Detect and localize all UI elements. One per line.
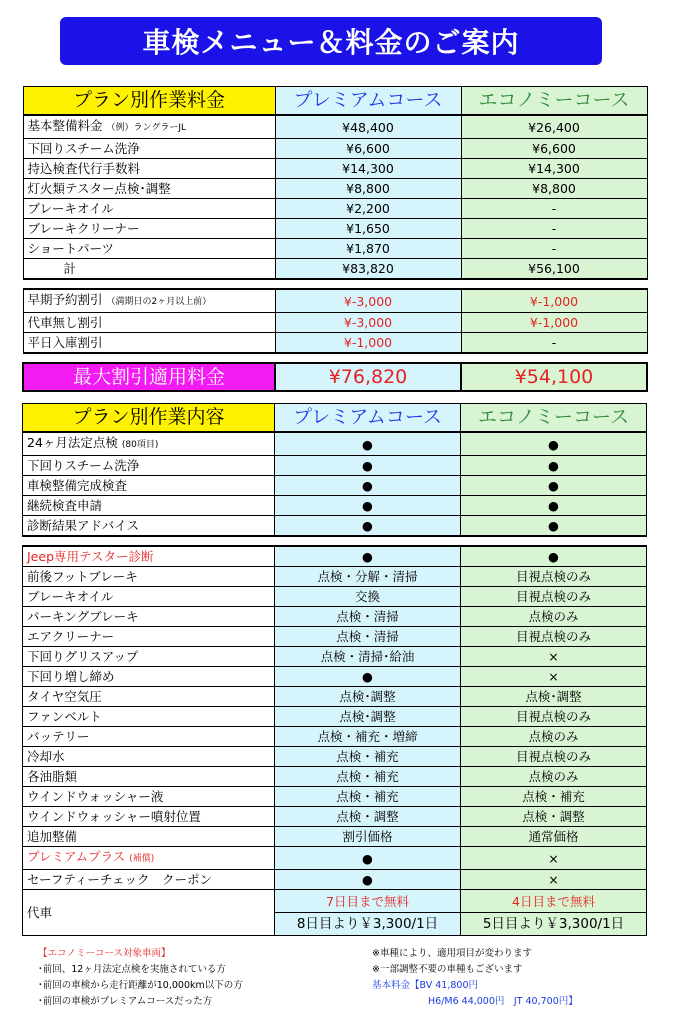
extra-row-economy: 点検･調整: [461, 687, 647, 707]
legal-row-premium: ●: [275, 432, 461, 456]
extra-row-premium: 点検・補充・増締: [275, 727, 461, 747]
fee-row-premium: ¥48,400: [275, 115, 461, 139]
fee-row-economy: ¥6,600: [461, 139, 647, 159]
fee-row-economy: ¥8,800: [461, 179, 647, 199]
legal-row-economy: ●: [461, 432, 647, 456]
discount-row-premium: ¥-3,000: [275, 289, 461, 313]
discount-row-economy: ¥-1,000: [461, 289, 647, 313]
extra-row-premium: 割引価格: [275, 827, 461, 847]
extra-row-premium: 点検・補充: [275, 767, 461, 787]
extra-row-label: 追加整備: [23, 827, 275, 847]
extra-row-label: ファンベルト: [23, 707, 275, 727]
remark-line: ※一部調整不要の車種もございます: [372, 964, 523, 975]
extra-row-economy: ×: [461, 667, 647, 687]
legal-row-note: (80項目): [121, 440, 159, 450]
extra-row-note: (補償): [129, 854, 155, 864]
fee-row-label: ショートパーツ: [23, 239, 275, 259]
extra-row-premium: 点検･調整: [275, 687, 461, 707]
work-table: [22, 403, 647, 936]
fee-row-label: 下回りスチーム洗浄: [23, 139, 275, 159]
extra-row-economy: ●: [461, 546, 647, 567]
eligibility-title: 【エコノミーコース対象車両】: [38, 948, 171, 959]
extra-row-economy: 目視点検のみ: [461, 587, 647, 607]
fee-row-label: 持込検査代行手数料: [23, 159, 275, 179]
eligibility-item: ･前回の車検がプレミアムコースだった方: [38, 996, 213, 1007]
fees-header-label: プラン別作業料金: [23, 87, 275, 116]
legal-row-label: 24ヶ月法定点検 (80項目): [23, 432, 275, 456]
extra-row-economy: ×: [461, 847, 647, 870]
eligibility-item: ･前回、12ヶ月法定点検を実施されている方: [38, 964, 226, 975]
fee-row-economy: ¥26,400: [461, 115, 647, 139]
fee-row-economy: -: [461, 199, 647, 219]
economy-eligibility-notes: [38, 946, 243, 1010]
extra-row-economy: 点検のみ: [461, 767, 647, 787]
extra-row-label: 下回りグリスアップ: [23, 647, 275, 667]
work-header-premium: プレミアムコース: [275, 404, 461, 433]
extra-row-label: 各油脂類: [23, 767, 275, 787]
extra-row-label: パーキングブレーキ: [23, 607, 275, 627]
discount-row-note: （満期日の2ヶ月以上前）: [106, 297, 212, 307]
extra-row-premium: ●: [275, 667, 461, 687]
legal-row-premium: ●: [275, 476, 461, 496]
extra-row-label: エアクリーナー: [23, 627, 275, 647]
fee-row-label: ブレーキクリーナー: [23, 219, 275, 239]
legal-row-label: 継続検査申請: [23, 496, 275, 516]
loaner-premium-free: 7日目まで無料: [275, 890, 461, 913]
extra-row-premium: 点検・清掃: [275, 627, 461, 647]
discount-row-label: 早期予約割引 （満期日の2ヶ月以上前）: [23, 289, 275, 313]
extra-row-premium: 点検・補充: [275, 787, 461, 807]
extra-row-economy: 目視点検のみ: [461, 567, 647, 587]
page-title: 車検メニュー＆料金のご案内: [60, 17, 602, 65]
fees-total-label: 計: [23, 259, 275, 280]
extra-row-economy: 通常価格: [461, 827, 647, 847]
fee-row-premium: ¥6,600: [275, 139, 461, 159]
extra-row-premium: 点検・分解・清掃: [275, 567, 461, 587]
fee-row-premium: ¥8,800: [275, 179, 461, 199]
eligibility-item: ･前回の車検から走行距離が10,000km以下の方: [38, 980, 243, 991]
legal-row-premium: ●: [275, 456, 461, 476]
extra-row-label: 下回り増し締め: [23, 667, 275, 687]
extra-row-economy: 点検のみ: [461, 727, 647, 747]
discount-row-label: 平日入庫割引: [23, 333, 275, 354]
fee-row-premium: ¥1,650: [275, 219, 461, 239]
extra-row-label: バッテリー: [23, 727, 275, 747]
legal-row-economy: ●: [461, 516, 647, 537]
extra-row-premium: 交換: [275, 587, 461, 607]
extra-row-economy: 目視点検のみ: [461, 707, 647, 727]
fee-row-economy: ¥14,300: [461, 159, 647, 179]
extra-row-economy: ×: [461, 647, 647, 667]
loaner-economy-paid: 5日目より￥3,300/1日: [461, 913, 647, 936]
extra-row-premium: ●: [275, 546, 461, 567]
legal-row-premium: ●: [275, 496, 461, 516]
extra-row-premium: 点検・補充: [275, 747, 461, 767]
legal-row-premium: ●: [275, 516, 461, 537]
fee-row-economy: -: [461, 239, 647, 259]
fee-row-premium: ¥1,870: [275, 239, 461, 259]
fee-row-note: （例）ラングラーJL: [106, 123, 187, 133]
work-header-label: プラン別作業内容: [23, 404, 275, 433]
extra-row-economy: 目視点検のみ: [461, 627, 647, 647]
extra-row-label: プレミアムプラス (補償): [23, 847, 275, 870]
discount-row-economy: ¥-1,000: [461, 313, 647, 333]
legal-row-label: 診断結果アドバイス: [23, 516, 275, 537]
extra-row-label: ウインドウォッシャー液: [23, 787, 275, 807]
extra-row-economy: 点検のみ: [461, 607, 647, 627]
legal-row-economy: ●: [461, 476, 647, 496]
extra-row-premium: 点検・清掃･給油: [275, 647, 461, 667]
fee-row-economy: -: [461, 219, 647, 239]
fees-header-premium: プレミアムコース: [275, 87, 461, 116]
extra-row-label: Jeep専用テスター診断: [23, 546, 275, 567]
extra-row-premium: 点検・清掃: [275, 607, 461, 627]
discount-row-premium: ¥-1,000: [275, 333, 461, 354]
extra-row-label: セーフティーチェック クーポン: [23, 870, 275, 890]
loaner-label: 代車: [23, 890, 275, 936]
legal-row-economy: ●: [461, 456, 647, 476]
loaner-economy-free: 4日目まで無料: [461, 890, 647, 913]
base-price-title: 基本料金【BV 41,800円: [372, 980, 478, 991]
extra-row-label: 前後フットブレーキ: [23, 567, 275, 587]
discount-row-premium: ¥-3,000: [275, 313, 461, 333]
remark-line: ※車種により、適用項目が変わります: [372, 948, 532, 959]
work-header-economy: エコノミーコース: [461, 404, 647, 433]
max-discount-premium: ¥76,820: [275, 363, 461, 391]
loaner-premium-paid: 8日目より￥3,300/1日: [275, 913, 461, 936]
extra-row-label: タイヤ空気圧: [23, 687, 275, 707]
fees-header-economy: エコノミーコース: [461, 87, 647, 116]
extra-row-economy: 目視点検のみ: [461, 747, 647, 767]
fee-row-label: 基本整備料金 （例）ラングラーJL: [23, 115, 275, 139]
remarks: [372, 946, 578, 1010]
max-discount-label: 最大割引適用料金: [23, 363, 275, 391]
extra-row-economy: 点検・調整: [461, 807, 647, 827]
extra-row-premium: 点検･調整: [275, 707, 461, 727]
fee-row-premium: ¥14,300: [275, 159, 461, 179]
discount-row-label: 代車無し割引: [23, 313, 275, 333]
fees-total-economy: ¥56,100: [461, 259, 647, 280]
legal-row-label: 下回りスチーム洗浄: [23, 456, 275, 476]
extra-row-label: 冷却水: [23, 747, 275, 767]
extra-row-economy: 点検・補充: [461, 787, 647, 807]
fees-total-premium: ¥83,820: [275, 259, 461, 280]
discount-row-economy: -: [461, 333, 647, 354]
fee-row-label: ブレーキオイル: [23, 199, 275, 219]
base-price-line: H6/M6 44,000円 JT 40,700円】: [428, 996, 578, 1007]
legal-row-economy: ●: [461, 496, 647, 516]
extra-row-economy: ×: [461, 870, 647, 890]
extra-row-label: ウインドウォッシャー噴射位置: [23, 807, 275, 827]
max-discount-economy: ¥54,100: [461, 363, 647, 391]
extra-row-premium: ●: [275, 870, 461, 890]
extra-row-premium: 点検・調整: [275, 807, 461, 827]
extra-row-label: ブレーキオイル: [23, 587, 275, 607]
legal-row-label: 車検整備完成検査: [23, 476, 275, 496]
fee-row-premium: ¥2,200: [275, 199, 461, 219]
fees-table: [22, 86, 648, 392]
extra-row-premium: ●: [275, 847, 461, 870]
fee-row-label: 灯火類テスター点検･調整: [23, 179, 275, 199]
